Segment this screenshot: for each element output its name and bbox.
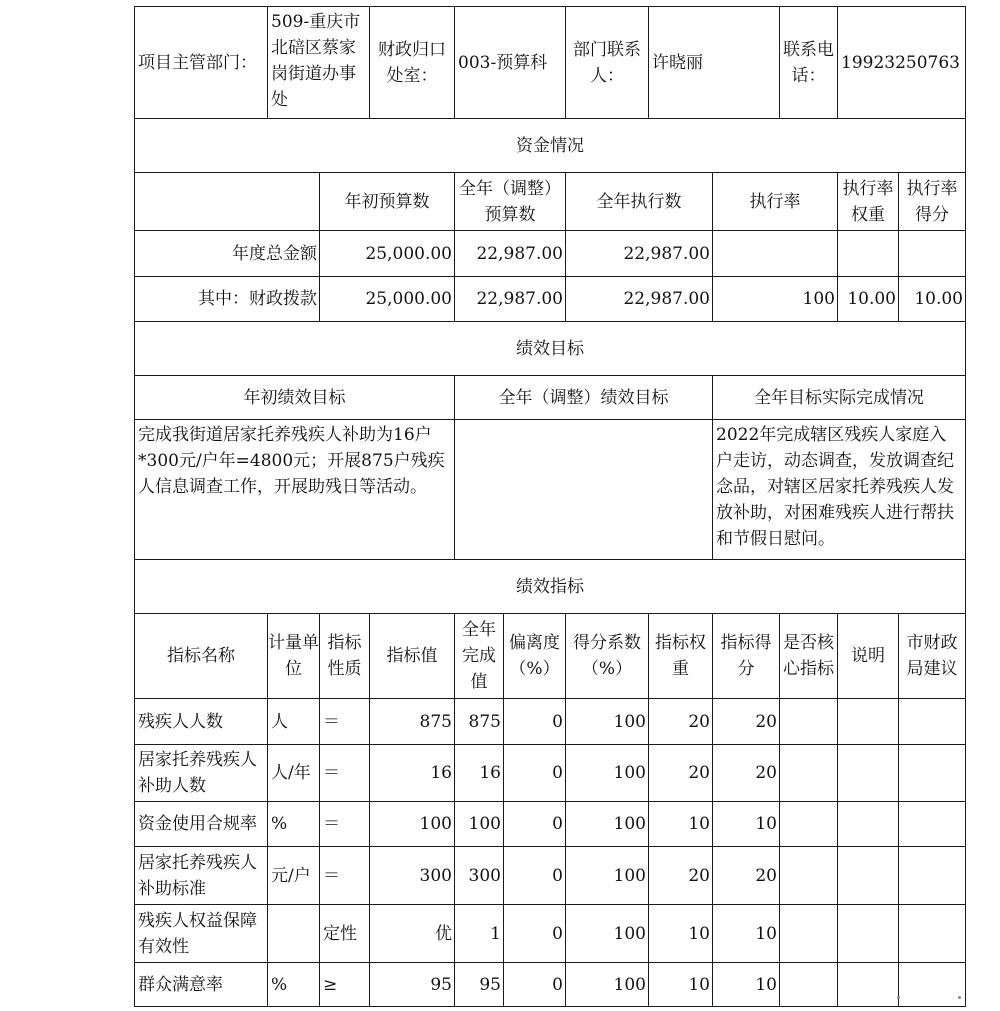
indicator-advice-cell [899, 745, 965, 801]
indicator-core-cell [780, 905, 837, 962]
indicator-nature-cell: ≥ [323, 974, 338, 995]
grid-line [965, 172, 966, 230]
indicator-weight-cell: 10 [688, 923, 710, 944]
adjusted-goal-text [455, 420, 712, 559]
indicator-note-cell [838, 905, 898, 962]
indicator-value-cell: 16 [430, 763, 452, 783]
indicator-unit-cell [268, 905, 319, 962]
indicator-coef-cell: 100 [613, 923, 646, 944]
indicator-deviation-cell: 0 [552, 923, 563, 944]
indicator-header-completed: 全年完成值 [462, 620, 496, 692]
indicator-value-cell: 300 [419, 865, 452, 886]
indicator-deviation-cell: 0 [552, 974, 563, 995]
finance-office-label: 财政归口处室： [378, 39, 446, 86]
indicator-header-unit: 计量单位 [268, 633, 319, 679]
col-adjusted-budget: 全年（调整）预算数 [459, 178, 561, 225]
indicator-name-cell: 居家托养残疾人补助标准 [138, 852, 257, 899]
phone-label: 联系电话： [783, 39, 834, 86]
indicator-coef-cell: 100 [613, 711, 646, 732]
scan-artifact-dot [897, 996, 900, 999]
indicator-core-cell [780, 847, 837, 904]
funds-row-label: 其中：财政拨款 [198, 289, 317, 309]
indicator-advice-cell [899, 963, 965, 1006]
indicator-header-deviation: 偏离度（%） [509, 633, 560, 679]
grid-line [965, 559, 966, 613]
indicator-core-cell [780, 699, 837, 744]
indicator-core-cell [780, 802, 837, 846]
grid-line [965, 846, 966, 904]
indicator-unit-cell: 人 [271, 711, 288, 732]
indicator-nature-cell: 定性 [323, 923, 357, 944]
indicator-score-cell: 10 [755, 974, 777, 995]
col-rate-score: 执行率得分 [906, 178, 958, 225]
indicator-advice-cell [899, 699, 965, 744]
indicator-deviation-cell: 0 [552, 865, 563, 886]
grid-line [965, 6, 966, 118]
indicator-value-cell: 优 [435, 923, 452, 944]
indicator-weight-cell: 20 [688, 711, 710, 732]
col-execution-rate: 执行率 [749, 191, 801, 212]
initial-goal-text: 完成我街道居家托养残疾人补助为16户*300元/户年=4800元；开展875户残疾人信息调查工作，开展助残日等活动。 [138, 425, 445, 497]
indicator-coef-cell: 100 [613, 814, 646, 834]
indicator-weight-cell: 10 [688, 814, 710, 834]
indicator-header-coef: 得分系数（%） [573, 633, 641, 679]
col-executed: 全年执行数 [596, 191, 682, 212]
indicator-advice-cell [899, 802, 965, 846]
indicator-header-name: 指标名称 [167, 646, 235, 666]
col-rate-weight: 执行率权重 [842, 178, 894, 225]
indicator-name-cell: 残疾人人数 [138, 711, 223, 732]
indicator-score-cell: 20 [755, 763, 777, 783]
indicator-note-cell [838, 745, 898, 801]
grid-line [134, 172, 135, 230]
indicator-note-cell [838, 802, 898, 846]
phone-value: 19923250763 [841, 52, 960, 73]
indicator-name-cell: 残疾人权益保障有效性 [138, 910, 257, 957]
indicator-header-advice: 市财政局建议 [906, 633, 958, 679]
indicator-note-cell [838, 847, 898, 904]
indicator-header-score: 指标得分 [720, 633, 772, 679]
grid-line [965, 904, 966, 962]
indicator-core-cell [780, 963, 837, 1006]
grid-line [965, 419, 966, 559]
indicator-coef-cell: 100 [613, 865, 646, 886]
indicator-nature-cell: ＝ [323, 711, 340, 732]
col-initial-budget: 年初预算数 [344, 191, 430, 212]
indicator-header-value: 指标值 [386, 646, 438, 666]
grid-line [965, 375, 966, 419]
grid-line [965, 118, 966, 172]
indicator-completed-cell: 875 [468, 711, 501, 732]
actual-completion-text: 2022年完成辖区残疾人家庭入户走访，动态调查，发放调查纪念品，对辖区居家托养残疾人发放补助，对困难残疾人进行帮扶和节假日慰问。 [716, 425, 954, 549]
grid-line [965, 321, 966, 375]
indicator-unit-cell: 元/户 [271, 865, 311, 886]
col-adjusted-goal: 全年（调整）绩效目标 [498, 387, 669, 408]
indicator-score-cell: 10 [755, 814, 777, 834]
indicator-header-note: 说明 [851, 646, 885, 666]
indicator-nature-cell: ＝ [323, 814, 340, 834]
section-title-indicators: 绩效指标 [516, 576, 584, 597]
col-actual-completion: 全年目标实际完成情况 [754, 387, 924, 408]
indicator-unit-cell: % [271, 814, 288, 834]
indicator-weight-cell: 20 [688, 865, 710, 886]
funds-adjusted-value: 22,987.00 [476, 289, 563, 309]
contact-person-value: 许晓丽 [652, 52, 703, 73]
grid-line [965, 744, 966, 801]
indicator-completed-cell: 1 [490, 923, 501, 944]
indicator-completed-cell: 100 [468, 814, 501, 834]
grid-line [965, 801, 966, 846]
indicator-completed-cell: 95 [479, 974, 501, 995]
section-title-funds: 资金情况 [516, 135, 584, 156]
grid-line [965, 613, 966, 698]
funds-rate-value: 100 [802, 289, 835, 309]
indicator-completed-cell: 300 [468, 865, 501, 886]
indicator-note-cell [838, 699, 898, 744]
finance-office-value: 003-预算科 [458, 52, 548, 73]
dept-label: 项目主管部门： [138, 52, 257, 73]
grid-line [965, 230, 966, 276]
indicator-advice-cell [899, 847, 965, 904]
funds-executed-value: 22,987.00 [623, 289, 710, 309]
indicator-value-cell: 875 [419, 711, 452, 732]
section-title-goals: 绩效目标 [516, 338, 584, 359]
grid-line [965, 698, 966, 744]
indicator-header-nature: 指标性质 [327, 633, 362, 679]
indicator-weight-cell: 20 [688, 763, 710, 783]
indicator-nature-cell: ＝ [323, 763, 340, 783]
indicator-deviation-cell: 0 [552, 814, 563, 834]
indicator-header-weight: 指标权重 [655, 633, 706, 679]
funds-score-value: 10.00 [914, 289, 963, 309]
indicator-coef-cell: 100 [613, 763, 646, 783]
indicator-completed-cell: 16 [479, 763, 501, 783]
indicator-score-cell: 10 [755, 923, 777, 944]
indicator-score-cell: 20 [755, 711, 777, 732]
indicator-name-cell: 居家托养残疾人补助人数 [138, 750, 257, 796]
indicator-name-cell: 资金使用合规率 [138, 814, 257, 834]
indicator-core-cell [780, 745, 837, 801]
funds-initial-value: 25,000.00 [365, 243, 452, 264]
funds-adjusted-value: 22,987.00 [476, 243, 563, 264]
indicator-deviation-cell: 0 [552, 711, 563, 732]
funds-weight-value [838, 231, 898, 276]
grid-line [134, 1006, 966, 1007]
grid-line [965, 962, 966, 1006]
dept-value: 509-重庆市北碚区蔡家岗街道办事处 [271, 12, 361, 110]
funds-row-label: 年度总金额 [232, 243, 317, 264]
col-initial-goal: 年初绩效目标 [243, 387, 346, 408]
indicator-weight-cell: 10 [688, 974, 710, 995]
indicator-name-cell: 群众满意率 [138, 974, 223, 995]
grid-line [965, 276, 966, 321]
funds-weight-value: 10.00 [847, 289, 896, 309]
indicator-deviation-cell: 0 [552, 763, 563, 783]
indicator-unit-cell: 人/年 [271, 763, 311, 783]
indicator-advice-cell [899, 905, 965, 962]
indicator-coef-cell: 100 [613, 974, 646, 995]
indicator-score-cell: 20 [755, 865, 777, 886]
funds-score-value [899, 231, 965, 276]
funds-rate-value [713, 231, 837, 276]
indicator-header-core: 是否核心指标 [783, 633, 834, 679]
indicator-unit-cell: % [271, 974, 288, 995]
funds-initial-value: 25,000.00 [365, 289, 452, 309]
funds-executed-value: 22,987.00 [623, 243, 710, 264]
contact-person-label: 部门联系人： [573, 39, 641, 86]
indicator-value-cell: 95 [430, 974, 452, 995]
indicator-value-cell: 100 [419, 814, 452, 834]
scan-artifact-dot [958, 996, 961, 999]
indicator-note-cell [838, 963, 898, 1006]
indicator-nature-cell: ＝ [323, 865, 340, 886]
